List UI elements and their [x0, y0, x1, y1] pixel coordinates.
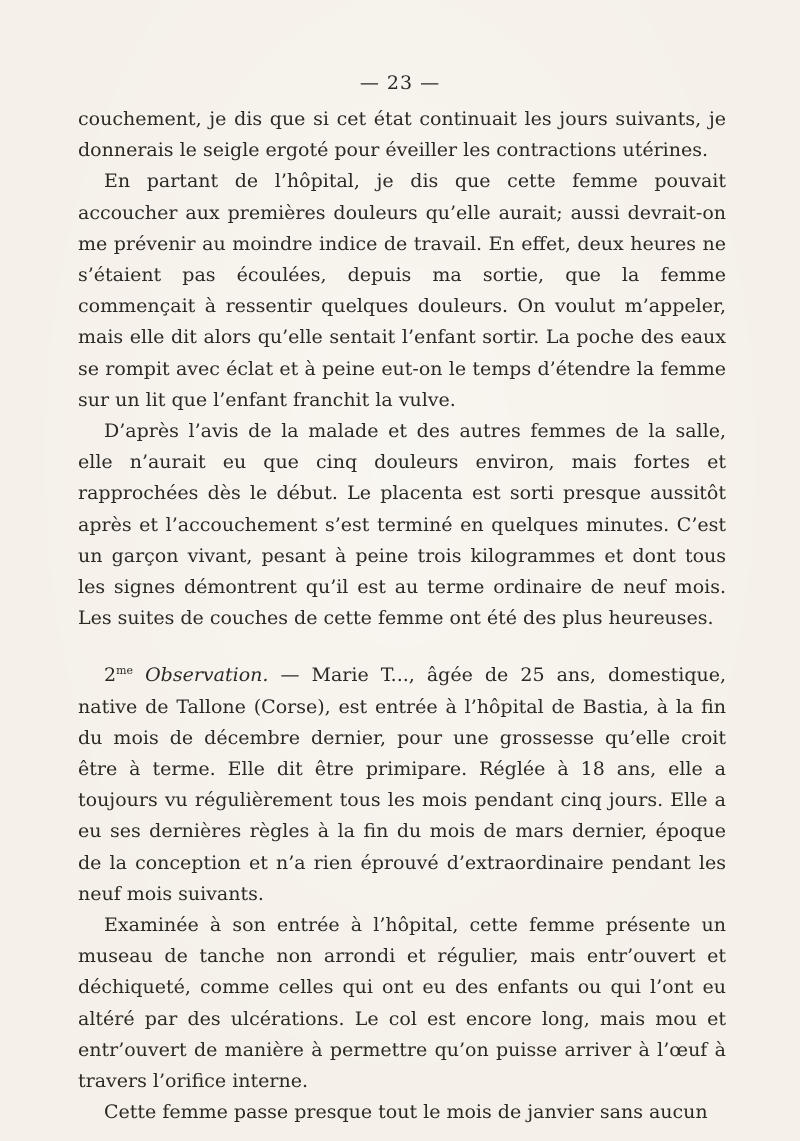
- observation-ordinal-suffix: me: [116, 664, 134, 678]
- paragraph-hospital-departure: En partant de l’hôpital, je dis que cette femme pouvait accoucher aux premières douleurs qu’elle aurait; aussi devrait-on me prévenir au moindre indice de travail. En effet, deux heures ne s’étaient pas écoulées, depuis ma sortie, que la femme commençait à ressentir quelques douleurs. On voulut m’appeler, mais elle dit alors qu’elle sentait l’enfant sortir. La poche des eaux se rompit avec éclat et à peine eut-on le temps d’étendre la femme sur un lit que l’enfant franchit la vulve.: [78, 170, 726, 411]
- observation-label: Observation.: [145, 664, 269, 687]
- body-text: [78, 104, 726, 1129]
- page-number: — 23 —: [359, 72, 441, 94]
- paragraph-examination: Examinée à son entrée à l’hôpital, cette femme présente un museau de tanche non arrondi et régulier, mais entr’ouvert et déchiqueté, comme celles qui ont eu des enfants ou qui l’ont eu altéré par des ulcérations. Le col est encore long, mais mou et entr’ouvert de manière à permettre qu’on puisse arriver à l’œuf à travers l’orifice interne.: [78, 914, 726, 1093]
- paragraph-continuation: couchement, je dis que si cet état continuait les jours suivants, je donnerais le seigle ergoté pour éveiller les contractions utérines.: [78, 108, 726, 162]
- observation-ordinal: 2: [104, 664, 117, 687]
- paragraph-patient-account: D’après l’avis de la malade et des autres femmes de la salle, elle n’aurait eu que cinq douleurs environ, mais fortes et rapprochées dès le début. Le placenta est sorti presque aussitôt après et l’accouchement s’est terminé en quelques minutes. C’est un garçon vivant, pesant à peine trois kilogrammes et dont tous les signes démontrent qu’il est au terme ordinaire de neuf mois. Les suites de couches de cette femme ont été des plus heureuses.: [78, 420, 726, 630]
- paragraph-january: Cette femme passe presque tout le mois de janvier sans aucun: [104, 1101, 708, 1124]
- paragraph-observation-2: [78, 660, 726, 910]
- observation-text: — Marie T..., âgée de 25 ans, domestique, native de Tallone (Corse), est entrée à l’hôpital de Bastia, à la fin du mois de décembre dernier, pour une grossesse qu’elle croit être à terme. Elle dit être primipare. Réglée à 18 ans, elle a toujours vu régulièrement tous les mois pendant cinq jours. Elle a eu ses dernières règles à la fin du mois de mars dernier, époque de la conception et n’a rien éprouvé d’extraordinaire pendant les neuf mois suivants.: [78, 664, 726, 905]
